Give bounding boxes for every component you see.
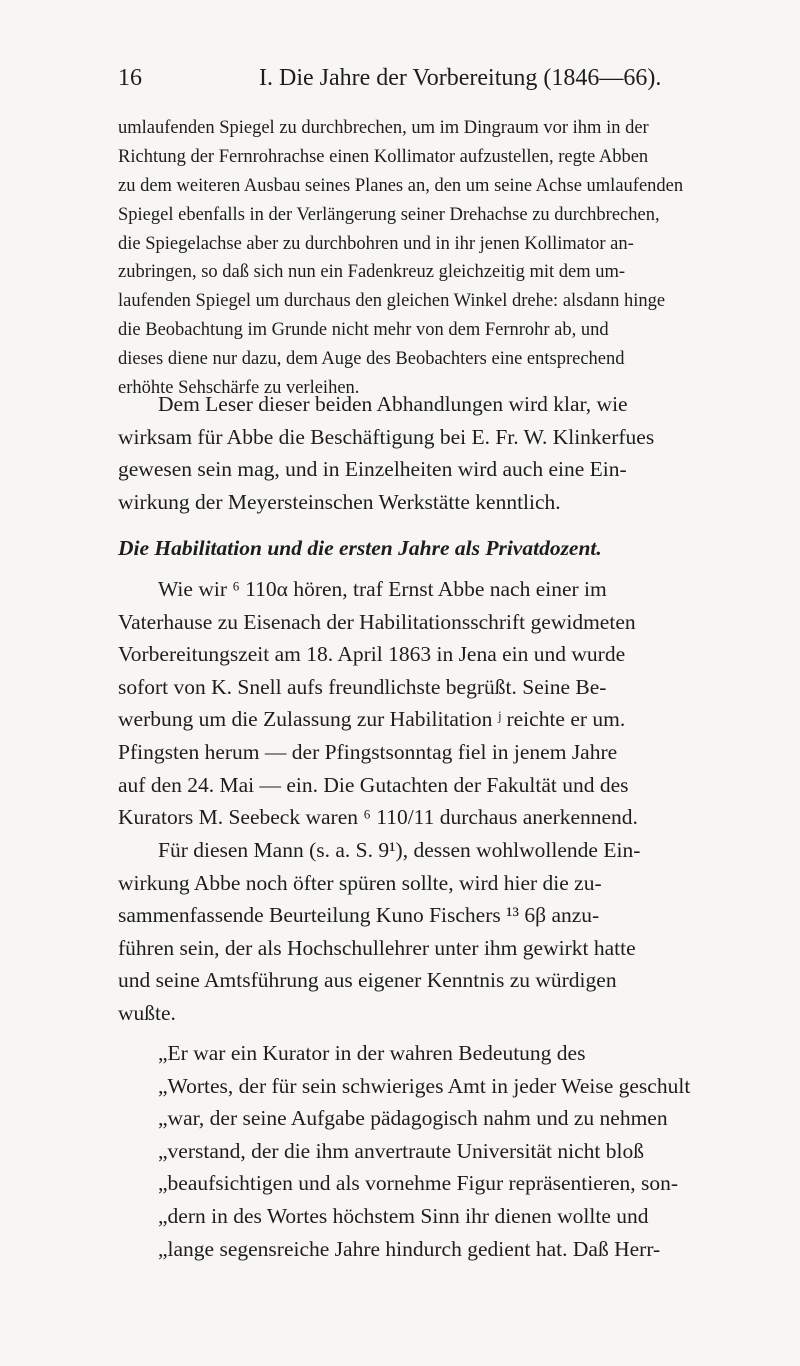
- text-line: Vorbereitungszeit am 18. April 1863 in Jena ein und wurde: [118, 642, 626, 667]
- page-header: [118, 58, 758, 98]
- text-line: zu dem weiteren Ausbau seines Planes an, den um seine Achse umlaufenden: [118, 175, 684, 196]
- text-line: und seine Amtsführung aus eigener Kenntnis zu würdigen: [118, 968, 617, 993]
- text-line: Für diesen Mann (s. a. S. 9¹), dessen wohlwollende Ein-: [158, 838, 641, 862]
- text-line: auf den 24. Mai — ein. Die Gutachten der Fakultät und des: [118, 772, 629, 797]
- text-line: die Spiegelachse aber zu durchbohren und in ihr jenen Kollimator an-: [118, 233, 634, 254]
- text-line: erhöhte Sehschärfe zu verleihen.: [118, 378, 360, 399]
- text-line: gewesen sein mag, und in Einzelheiten wird auch eine Ein-: [118, 457, 627, 482]
- text-line: zubringen, so daß sich nun ein Fadenkreuz gleichzeitig mit dem um-: [118, 262, 626, 283]
- text-line: laufenden Spiegel um durchaus den gleichen Winkel drehe: alsdann hinge: [118, 291, 666, 312]
- text-line: Wie wir ⁶ 110α hören, traf Ernst Abbe nach einer im: [158, 577, 607, 601]
- text-line: Kurators M. Seebeck waren ⁶ 110/11 durchaus anerkennend.: [118, 805, 638, 830]
- text-line: „lange segensreiche Jahre hindurch gedient hat. Daß Herr-: [158, 1236, 661, 1261]
- text-line: sammenfassende Beurteilung Kuno Fischers ¹³ 6β anzu-: [118, 903, 600, 928]
- paragraph-2: [118, 388, 758, 518]
- text-line: „Wortes, der für sein schwieriges Amt in jeder Weise geschult: [158, 1073, 691, 1098]
- text-line: Richtung der Fernrohrachse einen Kollimator aufzustellen, regte Abben: [118, 146, 649, 167]
- text-line: wirkung Abbe noch öfter spüren sollte, wird hier die zu-: [118, 870, 602, 895]
- running-title: I. Die Jahre der Vorbereitung (1846—66).: [259, 65, 662, 91]
- text-line: sofort von K. Snell aufs freundlichste begrüßt. Seine Be-: [118, 674, 607, 699]
- text-line: Vaterhause zu Eisenach der Habilitationsschrift gewidmeten: [118, 609, 636, 634]
- text-line: „dern in des Wortes höchstem Sinn ihr dienen wollte und: [158, 1203, 649, 1228]
- paragraph-4: [118, 834, 758, 1030]
- text-line: wirkung der Meyersteinschen Werkstätte kenntlich.: [118, 489, 561, 514]
- text-line: Spiegel ebenfalls in der Verlängerung seiner Drehachse zu durchbrechen,: [118, 204, 660, 225]
- text-line: „beaufsichtigen und als vornehme Figur repräsentieren, son-: [158, 1171, 679, 1196]
- text-line: die Beobachtung im Grunde nicht mehr von dem Fernrohr ab, und: [118, 320, 609, 341]
- text-line: umlaufenden Spiegel zu durchbrechen, um im Dingraum vor ihm in der: [118, 118, 649, 138]
- quotation: [118, 1037, 758, 1265]
- text-line: „verstand, der die ihm anvertraute Universität nicht bloß: [158, 1138, 644, 1163]
- text-line: „war, der seine Aufgabe pädagogisch nahm und zu nehmen: [158, 1106, 668, 1131]
- text-line: werbung um die Zulassung zur Habilitation ʲ reichte er um.: [118, 707, 626, 732]
- text-line: Pfingsten herum — der Pfingstsonntag fiel in jenem Jahre: [118, 739, 618, 764]
- text-line: führen sein, der als Hochschullehrer unter ihm gewirkt hatte: [118, 935, 636, 960]
- text-line: wußte.: [118, 1000, 176, 1025]
- page-number: 16: [118, 65, 142, 91]
- text-line: „Er war ein Kurator in der wahren Bedeutung des: [158, 1041, 586, 1065]
- text-line: Dem Leser dieser beiden Abhandlungen wird klar, wie: [158, 392, 628, 416]
- paragraph-1: [118, 114, 758, 403]
- paragraph-3: [118, 573, 758, 834]
- text-line: dieses diene nur dazu, dem Auge des Beobachters eine entsprechend: [118, 349, 625, 370]
- text-line: wirksam für Abbe die Beschäftigung bei E. Fr. W. Klinkerfues: [118, 424, 655, 449]
- section-heading: Die Habilitation und die ersten Jahre als Privatdozent.: [118, 536, 602, 560]
